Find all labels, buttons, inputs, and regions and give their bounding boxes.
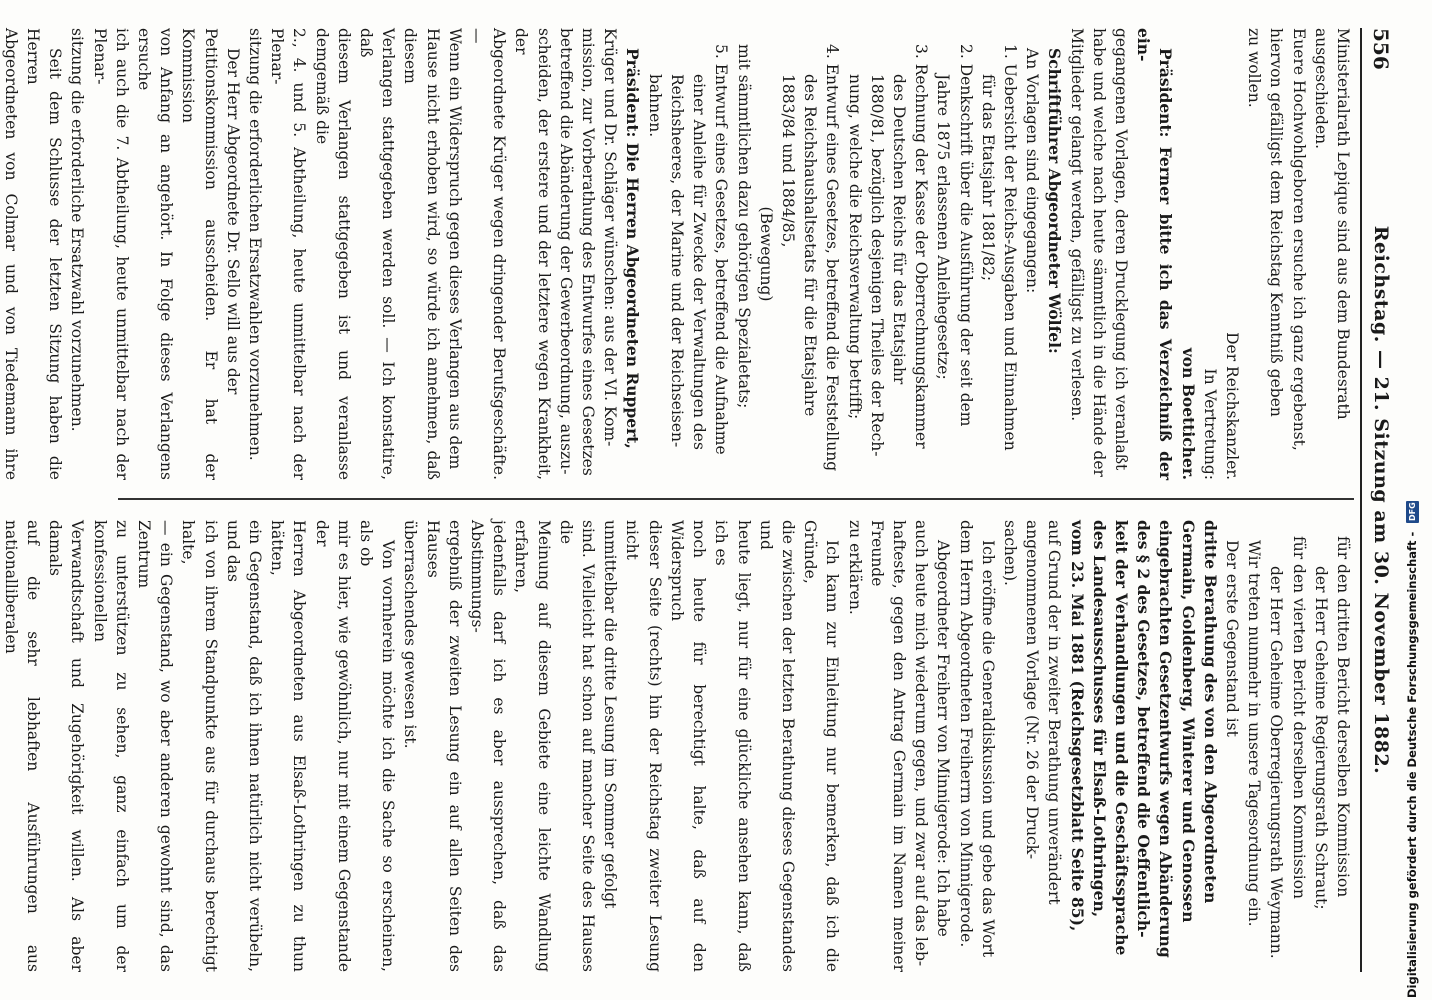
text-line: dieser Seite (rechts) hin der Reichstag zweiter Lesung nicht (623, 520, 664, 972)
text-line: vom 23. Mai 1881 (Reichsgesetzblatt Seite 85), (1067, 520, 1087, 932)
text-line: der Herr Geheime Oberregierungsrath Weymann. (1267, 566, 1286, 959)
text-line: Ich eröffne die Generaldiskussion und gebe das Wort (978, 540, 997, 958)
text-line: des Reichshaushaltsetats für die Etatsjahre (801, 74, 820, 417)
text-line: Meinung auf diesem Gebiete eine leichte Wandlung erfahren, (512, 520, 553, 972)
text-line: 2. Denkschrift über die Ausführung der seit dem (956, 44, 975, 427)
text-line: von Boetticher. (1178, 347, 1198, 480)
text-line: zu erklären. (845, 520, 864, 615)
text-line: In Vertretung: (1200, 368, 1219, 480)
text-line: dem Herrn Abgeordneten Freiherrn von Minnigerode. (956, 520, 975, 948)
text-line: sachen). (1000, 520, 1019, 586)
text-line: sind. Vielleicht hat schon auf mancher Seite des Hauses die (556, 520, 598, 972)
text-line: unmittelbar die dritte Lesung im Sommer gefolgt (601, 520, 620, 909)
text-line: betreffend die Abänderung der Gewerbeordnung, auszu- (556, 28, 575, 475)
text-line: Von vornherein möchte ich die Sache so erscheinen, als ob (357, 520, 398, 972)
text-line: des Deutschen Reichs für das Etatsjahr (889, 74, 908, 385)
text-line: überraschendes gewesen ist. (401, 520, 420, 749)
text-line: auch heute mich wiederum gegen, und zwar auf das leb- (912, 520, 931, 967)
text-line: sitzung die erforderlichen Ersatzwahlen vorzunehmen. (246, 28, 265, 461)
text-line: von Anfang an angehört. In Folge dieses Verlangens ersuche (135, 28, 176, 480)
left-column (0, 28, 1354, 480)
text-line: nung, welche die Reichsverwaltung betrifft; (845, 74, 864, 420)
text-line: Petitionskommission ausscheiden. Er hat der Kommission (179, 28, 220, 480)
text-line: habe und welche nach heute sämmtlich in die Hände der (1089, 28, 1108, 477)
text-line: auf die sehr lebhaften Ausführungen aus nationalliberalen (1, 520, 43, 972)
text-line: heute liegt, nur für eine glückliche ansehen kann, daß ich es (712, 520, 753, 972)
text-line: Wenn ein Widerspruch gegen dieses Verlangen aus dem (445, 28, 464, 470)
text-line: mit sämmtlichen dazu gehörigen Spezialetats; (734, 44, 753, 409)
text-line: des § 2 des Gesetzes, betreffend die Oeffentlich- (1134, 520, 1154, 938)
text-line: Krüger und Dr. Schläger wünschen: aus der VI. Kom- (601, 28, 620, 447)
text-line: einer Anleihe für Zwecke der Verwaltungen des (690, 74, 709, 450)
text-line: eingebrachten Gesetzentwurfs wegen Abänderung (1156, 520, 1176, 958)
text-line: sitzung die erforderliche Ersatzwahl vorzunehmen. (68, 28, 87, 432)
text-line: Der erste Gegenstand ist (1222, 540, 1241, 737)
page-title: Reichstag. — 21. Sitzung am 30. November 1882. (1370, 225, 1392, 775)
text-line: ergebniß der zweiten Lesung ein auf allen Seiten des Hauses (423, 520, 464, 972)
text-line: hiervon gefälligst dem Reichstag Kenntniß geben (1267, 28, 1286, 417)
text-line: 1880/81, bezüglich desjenigen Theiles der Rech- (867, 74, 886, 457)
text-line: Präsident: Ferner bitte ich das Verzeichniß der ein- (1134, 28, 1176, 480)
text-line: Mitglieder gelangt werden, gefälligst zu verlesen. (1067, 28, 1086, 422)
text-line: gegangenen Vorlagen, deren Drucklegung ich veranlaßt (1111, 28, 1130, 471)
text-line: ein Gegenstand, daß ich ihnen natürlich nicht verübeln, und das (223, 520, 265, 972)
text-line: keit der Verhandlungen und die Geschäftssprache (1111, 520, 1131, 956)
text-line: ausgeschieden. (1311, 28, 1330, 150)
text-line: mir es hier, wie gewöhnlich, nur mit einem Gegenstande der (312, 520, 353, 972)
header-rule (1360, 28, 1362, 972)
text-line: Der Herr Abgeordnete Dr. Sello will aus der (223, 48, 242, 395)
text-line: An Vorlagen sind eingegangen: (1023, 48, 1042, 294)
text-line: Jahre 1875 erlassenen Anleihegesetze; (934, 74, 953, 380)
text-line: mission, zur Vorberathung des Entwurfes eines Gesetzes (579, 28, 598, 476)
footer-text: Digitalisierung gefördert durch die Deutsche Forschungsgemeinschaft - (1405, 531, 1419, 998)
text-line: Reichsheeres, der Marine und der Reichseisen- (667, 74, 686, 448)
text-line: die zwischen der letzten Berathung dieses Gegenstandes und (756, 520, 797, 972)
text-line: 1883/84 und 1884/85, (778, 74, 797, 248)
text-line: Herren Abgeordneten aus Elsaß-Lothringen zu thun hätten, (268, 520, 309, 972)
text-line: zu unterstützen zu sehen, ganz einfach um der konfessionellen (90, 520, 131, 972)
text-line: 3. Rechnung der Kasse der Oberrechnungskammer (912, 44, 931, 449)
text-line: diesem Verlangen stattgegeben ist und veranlasse demgemäß die (312, 28, 353, 480)
text-line: für das Etatsjahr 1881/82; (978, 74, 997, 282)
page-header (1366, 28, 1392, 972)
text-line: Euere Hochwohlgeboren ersuche ich ganz ergebenst, (1289, 28, 1308, 451)
page-number: 556 (1369, 28, 1393, 70)
text-line: Ministerialrath Lepique sind aus dem Bundesrath (1334, 28, 1352, 420)
text-line: Ich kann zur Einleitung nur bemerken, daß ich die Gründe, (801, 520, 842, 972)
text-line: jedenfalls darf ich es aber aussprechen, daß das Abstimmungs- (468, 520, 509, 972)
text-line: auf Grund der in zweiter Berathung unverändert (1045, 520, 1064, 905)
text-line: scheiden, der erstere und der letztere wegen Krankheit, der (512, 28, 553, 480)
column-divider (118, 498, 1354, 500)
text-line: (Bewegung) (756, 206, 775, 302)
text-line: Hause nicht erhoben wird, so würde ich annehmen, daß diesem (401, 28, 442, 480)
text-line: Abgeordnete Krüger wegen dringender Berufsgeschäfte. — (468, 28, 509, 480)
right-column (0, 520, 1354, 972)
text-line: dritte Berathung des von den Abgeordneten (1200, 520, 1220, 904)
text-line: Abgeordneter Freiherr von Minnigerode: Ich habe (934, 540, 953, 937)
dfg-logo: DFG (1408, 502, 1417, 521)
text-line: — ein Gegenstand, wo aber anderen gewohnt sind, das Zentrum (135, 520, 176, 972)
text-line: ich auch die 7. Abtheilung, heute unmittelbar nach der Plenar- (90, 28, 131, 480)
rotated-page-content (1, 0, 1400, 1000)
text-line: hafteste, gegen den Antrag Germain im Namen meiner Freunde (867, 520, 908, 972)
text-line: Präsident: Die Herren Abgeordneten Ruppert, (623, 48, 643, 449)
footer-credit (1405, 0, 1419, 998)
text-line: Der Reichskanzler. (1222, 332, 1241, 480)
text-line: bahnen. (645, 74, 664, 138)
text-line: ich von ihrem Standpunkte aus für durchaus berechtigt halte, (179, 520, 220, 972)
text-line: für den dritten Bericht derselben Kommission (1334, 536, 1352, 898)
text-line: Germain, Goldenberg, Winterer und Genossen (1178, 520, 1198, 923)
text-line: Wir treten nunmehr in unsere Tagesordnung ein. (1245, 540, 1264, 927)
text-line: 4. Entwurf eines Gesetzes, betreffend die Feststellung (823, 44, 842, 472)
text-line: für den vierten Bericht derselben Kommission (1289, 536, 1308, 900)
text-line: 2., 4. und 5. Abtheilung, heute unmittelbar nach der Plenar- (268, 28, 309, 480)
text-line: angenommenen Vorlage (Nr. 26 der Druck- (1023, 520, 1042, 860)
text-line: der Herr Geheime Regierungsrath Schraut; (1311, 566, 1330, 910)
text-line: Verlangen stattgegeben werden soll. — Ich konstatire, daß (357, 28, 398, 480)
text-line: Schriftführer Abgeordneter Wölfel: (1045, 48, 1065, 354)
text-line: noch heute für berechtigt halte, daß auf den Widerspruch (667, 520, 709, 972)
text-line: Verwandtschaft und Zugehörigkeit willen. Als aber damals (46, 520, 87, 972)
text-line: des Landesausschusses für Elsaß-Lothringen, (1089, 520, 1109, 918)
text-line: Abgeordneten von Colmar und von Tiedemann ihre (1, 28, 20, 480)
text-line: zu wollen. (1245, 28, 1264, 108)
text-line: Seit dem Schlusse der letzten Sitzung haben die Herren (24, 28, 65, 480)
text-line: 5. Entwurf eines Gesetzes, betreffend die Aufnahme (712, 44, 731, 455)
text-line: 1. Uebersicht der Reichs-Ausgaben und Einnahmen (1000, 44, 1019, 451)
